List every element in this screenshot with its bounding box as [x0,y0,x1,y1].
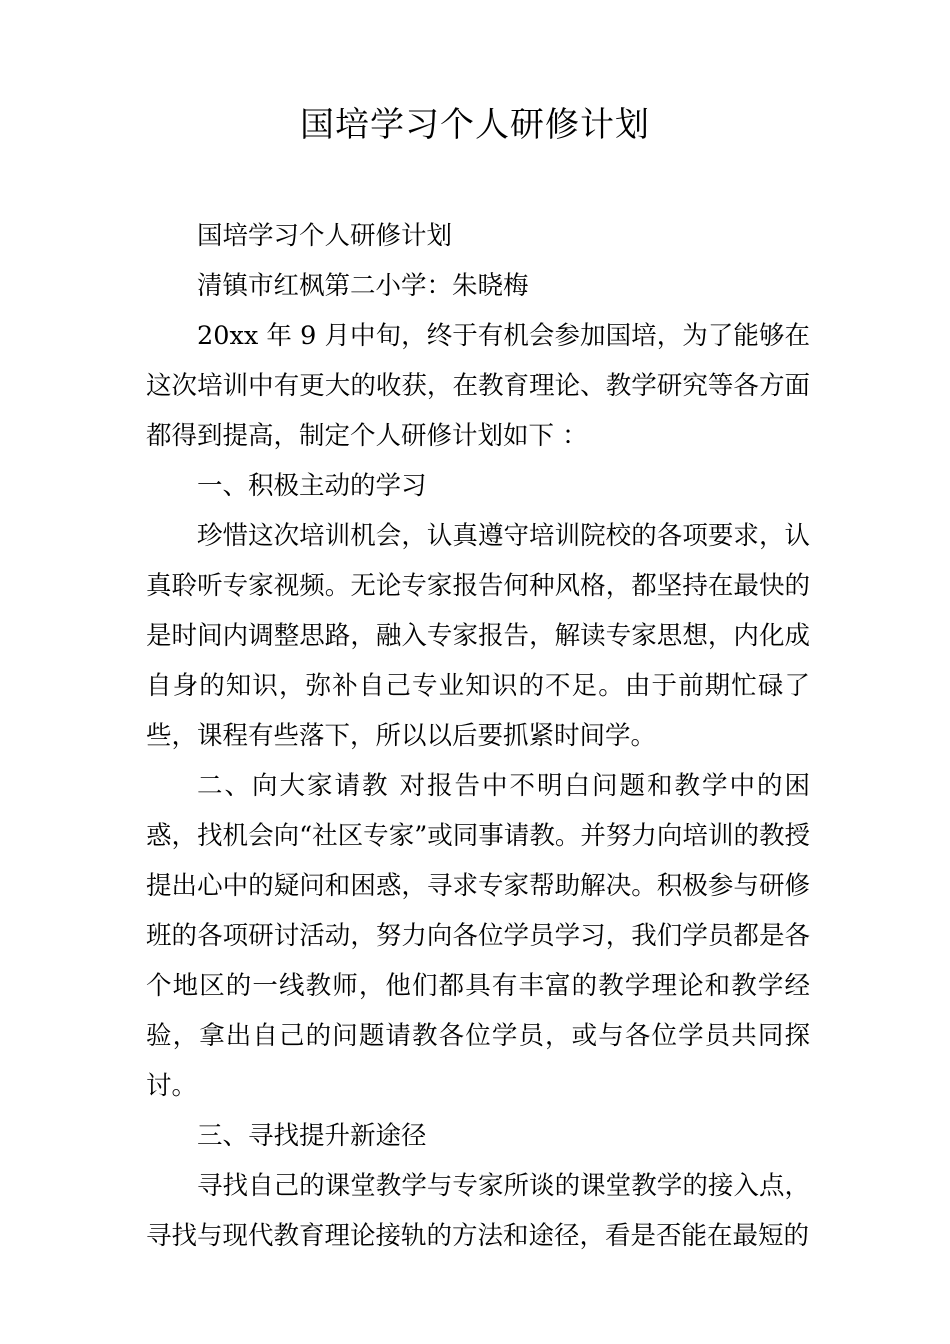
section-heading-1: 一、积极主动的学习 [197,471,427,501]
document-title: 国培学习个人研修计划 [300,105,650,145]
paragraph-subtitle: 国培学习个人研修计划 [197,221,453,251]
document-body [146,211,810,1261]
paragraph-section-2: 二、向大家请教 对报告中不明白问题和教学中的困惑，找机会向“社区专家”或同事请教。并努力向培训的教授提出心中的疑问和困惑，寻求专家帮助解决。积极参与研修班的各项研讨活动，努力向各位学员学习，我们学员都是各个地区的一线教师，他们都具有丰富的教学理论和教学经验，拿出自己的问题请教各位学员，或与各位学员共同探讨。 [146,771,810,1101]
paragraph-section-1: 珍惜这次培训机会，认真遵守培训院校的各项要求，认真聆听专家视频。无论专家报告何种风格，都坚持在最快的是时间内调整思路，融入专家报告，解读专家思想，内化成自身的知识，弥补自己专业知识的不足。由于前期忙碌了些，课程有些落下，所以以后要抓紧时间学。 [146,521,810,751]
paragraph-author: 清镇市红枫第二小学：朱晓梅 [197,271,529,301]
section-heading-3: 三、寻找提升新途径 [197,1121,427,1151]
paragraph-section-3: 寻找自己的课堂教学与专家所谈的课堂教学的接入点，寻找与现代教育理论接轨的方法和途径，看是否能在最短的 [146,1171,810,1251]
paragraph-intro: 20xx 年 9 月中旬，终于有机会参加国培，为了能够在这次培训中有更大的收获，在教育理论、教学研究等各方面都得到提高，制定个人研修计划如下 ： [146,321,810,451]
